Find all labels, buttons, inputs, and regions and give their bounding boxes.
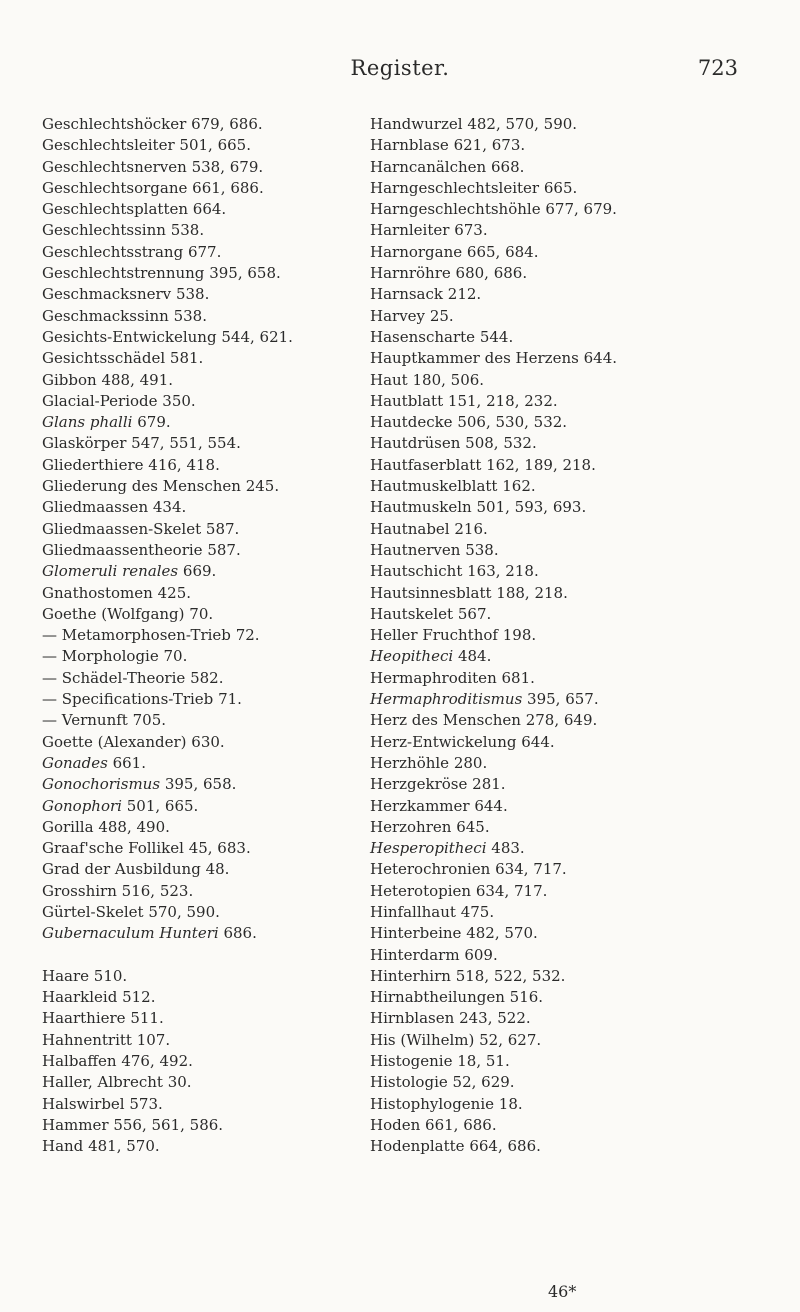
index-entry: [370, 1051, 765, 1072]
index-entry: [370, 859, 765, 880]
index-entry: [42, 1094, 342, 1115]
index-entry: [370, 881, 765, 902]
index-entry: [370, 774, 765, 795]
index-term: Geschlechtssinn: [42, 221, 166, 240]
page-references: 72.: [235, 626, 260, 645]
index-term: Hautdrüsen: [370, 434, 461, 453]
index-term: Harnleiter: [370, 221, 450, 240]
page-references: 475.: [460, 902, 495, 921]
index-term: Harnröhre: [370, 264, 451, 283]
index-entry: [370, 455, 765, 476]
index-entry: [370, 923, 765, 944]
index-term: Heller Fruchthof: [370, 626, 498, 645]
page-references: 677.: [187, 242, 222, 261]
index-term: Gonochorismus: [42, 775, 161, 794]
index-entry: [370, 732, 765, 753]
index-term: Histogenie: [370, 1052, 453, 1071]
page-references: 679, 686.: [191, 115, 263, 133]
index-term: Geschlechtsleiter: [42, 136, 175, 155]
index-term: Hautmuskelblatt: [370, 477, 498, 496]
index-entry: [42, 796, 342, 817]
index-term: Herzgekröse: [370, 775, 468, 794]
index-entry: [42, 1030, 342, 1051]
page-references: 677, 679.: [545, 200, 617, 219]
index-entry: [42, 327, 342, 348]
page-references: 25.: [429, 306, 454, 325]
page-references: 512.: [122, 988, 156, 1007]
index-entry: [370, 668, 765, 689]
page-references: 245.: [245, 477, 280, 496]
index-entry: [42, 923, 342, 944]
page-references: 180, 506.: [412, 370, 485, 389]
index-term: Gliederung des Menschen: [42, 477, 241, 496]
index-term: Hodenplatte: [370, 1137, 465, 1156]
page-references: 48.: [205, 860, 230, 879]
index-term: Gnathostomen: [42, 583, 153, 602]
page-references: 350.: [162, 391, 196, 410]
page-references: 476, 492.: [121, 1052, 193, 1071]
index-term: Hand: [42, 1137, 84, 1156]
index-entry: [370, 178, 765, 199]
index-term: Gibbon: [42, 370, 97, 389]
page-references: 395, 657.: [527, 690, 599, 709]
index-entry: [42, 710, 342, 731]
index-entry: [370, 284, 765, 305]
index-entry: [42, 348, 342, 369]
index-term: Gürtel-Skelet: [42, 902, 144, 921]
page-references: 644.: [474, 796, 508, 815]
page-references: 70.: [189, 604, 214, 623]
index-term: Hautnerven: [370, 540, 461, 559]
index-term: Herz des Menschen: [370, 711, 521, 730]
index-term: Gonades: [42, 753, 108, 772]
index-term: Heterotopien: [370, 881, 472, 900]
index-term: Gliederthiere: [42, 455, 144, 474]
index-column-right: [370, 114, 765, 1158]
index-entry: [42, 1072, 342, 1093]
index-entry: [42, 689, 342, 710]
index-term: Hirnabtheilungen: [370, 988, 505, 1007]
index-entry: [370, 561, 765, 582]
page-number: 723: [697, 56, 738, 80]
index-term: Hautnabel: [370, 519, 450, 538]
page-references: 664, 686.: [469, 1137, 541, 1156]
index-entry: [370, 1072, 765, 1093]
index-entry: [370, 263, 765, 284]
index-entry: [42, 987, 342, 1008]
index-term: Handwurzel: [370, 115, 463, 133]
index-term: Gesichtsschädel: [42, 349, 166, 368]
index-term: Hauptkammer des Herzens: [370, 349, 579, 368]
page-references: 395, 658.: [164, 775, 237, 794]
index-entry: [370, 157, 765, 178]
index-entry: [42, 178, 342, 199]
page-references: 506, 530, 532.: [457, 413, 568, 432]
index-term: Herzhöhle: [370, 753, 450, 772]
page-references: 501, 593, 693.: [476, 498, 587, 517]
index-entry: [42, 519, 342, 540]
index-entry: [370, 625, 765, 646]
index-term: Gliedmaassentheorie: [42, 540, 203, 559]
page-references: 556, 561, 586.: [113, 1115, 224, 1134]
page-references: 587.: [205, 519, 240, 538]
index-entry: [370, 604, 765, 625]
index-entry: [370, 306, 765, 327]
page-references: 483.: [491, 839, 525, 858]
index-term: Geschlechtsplatten: [42, 200, 189, 219]
page-references: 630.: [191, 732, 225, 751]
index-term: Hautskelet: [370, 604, 454, 623]
index-term: Hirnblasen: [370, 1009, 455, 1028]
page-references: 669.: [182, 562, 217, 581]
page-references: 665, 684.: [466, 242, 539, 261]
page-references: 664.: [192, 200, 227, 219]
signature-mark: 46*: [548, 1282, 577, 1301]
page-references: 70.: [163, 647, 188, 666]
index-term: Geschlechtsstrang: [42, 242, 184, 261]
index-entry: [370, 519, 765, 540]
page-references: 416, 418.: [148, 455, 220, 474]
page-references: 567.: [457, 604, 492, 623]
page-references: 538.: [175, 285, 210, 304]
index-term: Harngeschlechtshöhle: [370, 200, 541, 219]
page-references: 673.: [454, 221, 488, 240]
index-term: Grosshirn: [42, 881, 117, 900]
index-entry: [42, 732, 342, 753]
page-references: 634, 717.: [475, 881, 548, 900]
index-term: Harnorgane: [370, 242, 463, 261]
index-entry: [42, 646, 342, 667]
index-entry: [42, 668, 342, 689]
index-term: Hermaphroditismus: [370, 690, 523, 709]
page-references: 482, 570.: [466, 924, 538, 943]
page-references: 668.: [490, 157, 525, 176]
page-references: 484.: [457, 647, 492, 666]
index-term: Harnsack: [370, 285, 443, 304]
index-entry: [42, 604, 342, 625]
index-term: Hautfaserblatt: [370, 455, 482, 474]
index-entry: [370, 135, 765, 156]
index-entry: [42, 157, 342, 178]
page-references: 665.: [543, 178, 578, 197]
index-entry: [370, 199, 765, 220]
index-term: Hesperopitheci: [370, 839, 487, 858]
page-references: 587.: [207, 540, 241, 559]
index-entry: [370, 433, 765, 454]
page-references: 488, 491.: [101, 370, 174, 389]
page-references: 71.: [218, 690, 242, 709]
page-references: 18, 51.: [457, 1052, 510, 1071]
page-references: 518, 522, 532.: [455, 966, 566, 985]
index-term: Graaf'sche Follikel: [42, 839, 184, 858]
page-references: 501, 665.: [126, 796, 199, 815]
page-references: 516.: [509, 988, 544, 1007]
page-references: 570, 590.: [148, 902, 220, 921]
page-references: 52, 627.: [479, 1030, 542, 1049]
index-entry: [42, 1051, 342, 1072]
page-references: 482, 570, 590.: [467, 115, 578, 133]
page-references: 488, 490.: [98, 817, 170, 836]
page-references: 621, 673.: [453, 136, 526, 155]
index-term: Geschlechtshöcker: [42, 115, 187, 133]
index-term: — Morphologie: [42, 647, 159, 666]
index-term: Geschmackssinn: [42, 306, 169, 325]
index-entry: [370, 497, 765, 518]
index-term: Haare: [42, 966, 90, 985]
index-term: Geschmacksnerv: [42, 285, 172, 304]
index-term: Goethe (Wolfgang): [42, 604, 185, 623]
index-entry: [42, 412, 342, 433]
index-term: Glans phalli: [42, 413, 133, 432]
index-term: Halbaffen: [42, 1052, 117, 1071]
page-references: 280.: [453, 753, 488, 772]
page-references: 243, 522.: [459, 1009, 531, 1028]
index-term: Gonophori: [42, 796, 122, 815]
page-references: 661, 686.: [192, 178, 264, 197]
index-term: Hinterbeine: [370, 924, 462, 943]
page-references: 686.: [223, 924, 257, 943]
page-references: 510.: [93, 966, 128, 985]
page-references: 644.: [583, 349, 618, 368]
index-entry: [42, 391, 342, 412]
index-entry: [42, 540, 342, 561]
index-entry: [370, 348, 765, 369]
index-term: Histologie: [370, 1073, 448, 1092]
index-entry: [42, 583, 342, 604]
page-references: 705.: [132, 711, 167, 730]
index-term: Hermaphroditen: [370, 668, 497, 687]
index-entry: [370, 1115, 765, 1136]
page-references: 107.: [136, 1030, 171, 1049]
page-references: 582.: [190, 668, 224, 687]
page-references: 679.: [137, 413, 171, 432]
index-term: Harngeschlechtsleiter: [370, 178, 540, 197]
index-entry: [370, 966, 765, 987]
index-entry: [42, 966, 342, 987]
index-entry: [370, 391, 765, 412]
index-entry: [370, 646, 765, 667]
index-term: Hautblatt: [370, 391, 444, 410]
page-references: 151, 218, 232.: [447, 391, 558, 410]
index-entry: [370, 817, 765, 838]
index-term: Harvey: [370, 306, 426, 325]
index-term: Haller, Albrecht: [42, 1073, 163, 1092]
index-term: Heterochronien: [370, 860, 491, 879]
index-entry: [42, 199, 342, 220]
index-term: — Metamorphosen-Trieb: [42, 626, 231, 645]
index-entry: [370, 412, 765, 433]
index-term: Geschlechtsorgane: [42, 178, 188, 197]
page-references: 188, 218.: [496, 583, 568, 602]
index-entry: [370, 710, 765, 731]
page-references: 634, 717.: [495, 860, 567, 879]
index-term: Goette (Alexander): [42, 732, 187, 751]
page-references: 162.: [502, 477, 536, 496]
index-term: Hinterdarm: [370, 945, 460, 964]
index-term: Herzkammer: [370, 796, 470, 815]
page-references: 644.: [521, 732, 555, 751]
page-references: 538.: [170, 221, 205, 240]
index-entry: [42, 497, 342, 518]
index-entry: [42, 242, 342, 263]
index-term: Geschlechtstrennung: [42, 264, 205, 283]
page-references: 395, 658.: [209, 264, 281, 283]
index-entry: [370, 242, 765, 263]
index-entry: [370, 753, 765, 774]
index-column-left: [42, 114, 342, 1158]
index-term: — Schädel-Theorie: [42, 668, 186, 687]
index-term: Hinterhirn: [370, 966, 451, 985]
page-references: 278, 649.: [525, 711, 598, 730]
index-term: Harncanälchen: [370, 157, 487, 176]
index-entry: [42, 881, 342, 902]
page-references: 538, 679.: [191, 157, 264, 176]
index-term: Gubernaculum Hunteri: [42, 924, 219, 943]
page-references: 434.: [152, 498, 187, 517]
index-entry: [370, 1008, 765, 1029]
page-references: 645.: [456, 817, 490, 836]
page-references: 661.: [112, 753, 146, 772]
page-references: 281.: [472, 775, 506, 794]
index-term: Glaskörper: [42, 434, 127, 453]
index-entry: [42, 902, 342, 923]
index-term: Gorilla: [42, 817, 94, 836]
index-term: Heopitheci: [370, 647, 454, 666]
index-entry: [42, 263, 342, 284]
page-references: 538.: [465, 540, 499, 559]
index-entry: [42, 433, 342, 454]
index-term: His (Wilhelm): [370, 1030, 475, 1049]
index-entry: [370, 583, 765, 604]
index-entry: [370, 540, 765, 561]
page-references: 18.: [498, 1094, 523, 1113]
index-term: Hinfallhaut: [370, 902, 456, 921]
page-references: 508, 532.: [465, 434, 537, 453]
index-term: Herz-Entwickelung: [370, 732, 517, 751]
index-term: Haarthiere: [42, 1009, 126, 1028]
index-term: Harnblase: [370, 136, 449, 155]
page-references: 609.: [464, 945, 498, 964]
index-term: Hoden: [370, 1115, 421, 1134]
index-term: Gliedmaassen: [42, 498, 149, 517]
index-term: Hautschicht: [370, 562, 463, 581]
index-term: Geschlechtsnerven: [42, 157, 187, 176]
page-references: 516, 523.: [121, 881, 194, 900]
page-references: 425.: [157, 583, 192, 602]
page-references: 501, 665.: [179, 136, 251, 155]
index-entry: [370, 838, 765, 859]
index-entry: [42, 838, 342, 859]
page-references: 681.: [501, 668, 535, 687]
page-references: 45, 683.: [188, 839, 251, 858]
index-entry: [370, 1094, 765, 1115]
page-references: 30.: [167, 1073, 192, 1092]
index-entry: [42, 625, 342, 646]
index-term: Hahnentritt: [42, 1030, 132, 1049]
page-references: 544, 621.: [221, 327, 293, 346]
index-entry: [42, 1115, 342, 1136]
index-term: — Specifications-Trieb: [42, 690, 214, 709]
index-entry: [42, 753, 342, 774]
index-entry: [370, 220, 765, 241]
page-references: 212.: [447, 285, 482, 304]
index-entry: [42, 561, 342, 582]
index-entry: [370, 327, 765, 348]
index-entry: [42, 306, 342, 327]
page-references: 538.: [173, 306, 207, 325]
index-entry: [370, 114, 765, 135]
index-term: Herzohren: [370, 817, 452, 836]
page-references: 680, 686.: [455, 264, 528, 283]
index-entry: [370, 987, 765, 1008]
index-entry: [370, 1030, 765, 1051]
index-entry: [42, 370, 342, 391]
page-references: 52, 629.: [452, 1073, 515, 1092]
index-entry: [42, 476, 342, 497]
index-entry: [42, 817, 342, 838]
index-term: Haut: [370, 370, 408, 389]
index-entry: [370, 476, 765, 497]
index-entry: [42, 135, 342, 156]
index-term: — Vernunft: [42, 711, 128, 730]
page-references: 547, 551, 554.: [131, 434, 241, 453]
page-references: 511.: [130, 1009, 164, 1028]
index-term: Halswirbel: [42, 1094, 125, 1113]
index-entry: [370, 902, 765, 923]
index-entry: [42, 859, 342, 880]
page-references: 581.: [169, 349, 204, 368]
page-references: 544.: [479, 327, 514, 346]
index-term: Grad der Ausbildung: [42, 860, 201, 879]
index-entry: [370, 1136, 765, 1157]
page-references: 661, 686.: [425, 1115, 497, 1134]
index-entry: [370, 945, 765, 966]
index-term: Haarkleid: [42, 988, 118, 1007]
index-term: Gliedmaassen-Skelet: [42, 519, 202, 538]
index-entry: [370, 796, 765, 817]
page-references: 162, 189, 218.: [486, 455, 596, 474]
index-entry: [370, 370, 765, 391]
index-term: Glacial-Periode: [42, 391, 158, 410]
index-term: Glomeruli renales: [42, 562, 179, 581]
index-term: Hautmuskeln: [370, 498, 472, 517]
index-entry: [42, 455, 342, 476]
index-term: Hautdecke: [370, 413, 453, 432]
index-term: Histophylogenie: [370, 1094, 495, 1113]
index-entry: [42, 774, 342, 795]
page-references: 573.: [129, 1094, 163, 1113]
index-term: Gesichts-Entwickelung: [42, 327, 217, 346]
index-entry: [42, 284, 342, 305]
page-references: 481, 570.: [88, 1137, 160, 1156]
running-header-title: Register.: [350, 56, 450, 80]
index-entry: [42, 220, 342, 241]
page-references: 198.: [502, 626, 537, 645]
index-term: Hammer: [42, 1115, 109, 1134]
page-references: 163, 218.: [467, 562, 539, 581]
index-entry: [42, 1008, 342, 1029]
index-term: Hautsinnesblatt: [370, 583, 492, 602]
section-gap: [42, 945, 342, 966]
index-entry: [42, 1136, 342, 1157]
index-entry: [370, 689, 765, 710]
index-term: Hasenscharte: [370, 327, 476, 346]
page-references: 216.: [454, 519, 488, 538]
index-entry: [42, 114, 342, 135]
